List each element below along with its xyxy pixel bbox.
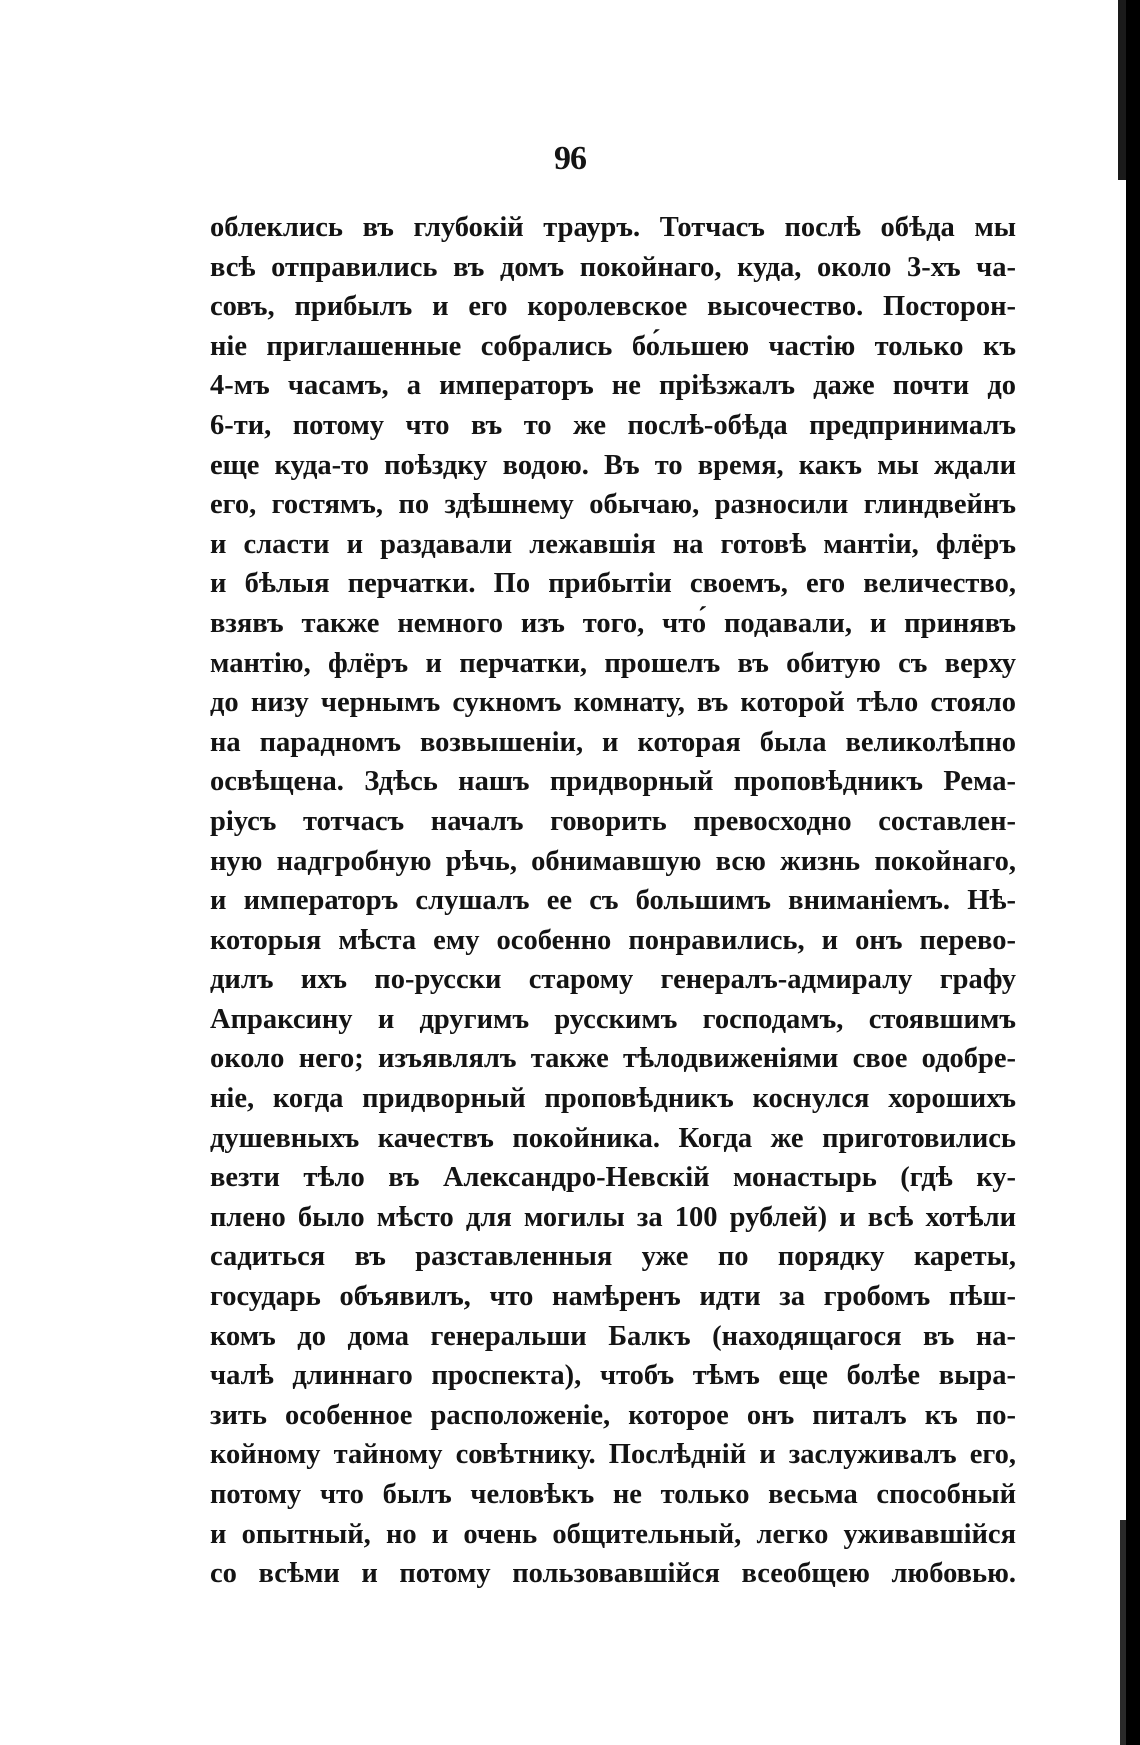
text-line: 6-ти, потому что въ то же послѣ-обѣда предпринималъ (210, 409, 1016, 441)
text-line: всѣ отправились въ домъ покойнаго, куда, около 3-хъ ча- (210, 251, 1016, 283)
text-line: и опытный, но и очень общительный, легко уживавшійся (210, 1518, 1016, 1550)
body-text (210, 208, 1016, 1594)
text-line: ную надгробную рѣчь, обнимавшую всю жизнь покойнаго, (210, 845, 1016, 877)
text-line: на парадномъ возвышеніи, и которая была великолѣпно (210, 726, 1016, 758)
text-line: потому что былъ человѣкъ не только весьма способный (210, 1479, 1016, 1510)
text-line: чалѣ длиннаго проспекта), чтобъ тѣмъ еще болѣе выра- (210, 1360, 1016, 1392)
text-line: и императоръ слушалъ ее съ большимъ вниманіемъ. Нѣ- (210, 885, 1016, 917)
text-line: дилъ ихъ по-русски старому генералъ-адмиралу графу (210, 964, 1016, 996)
page-number: 96 (554, 140, 586, 177)
text-line: освѣщена. Здѣсь нашъ придворный проповѣдникъ Рема- (210, 766, 1016, 798)
text-line: до низу чернымъ сукномъ комнату, въ которой тѣло стояло (210, 687, 1016, 719)
text-line: ріусъ тотчасъ началъ говорить превосходно составлен- (210, 805, 1016, 837)
text-line: взявъ также немного изъ того, что́ подавали, и принявъ (210, 607, 1016, 639)
text-line: плено было мѣсто для могилы за 100 рублей) и всѣ хотѣли (210, 1201, 1016, 1233)
text-line: и бѣлыя перчатки. По прибытіи своемъ, его величество, (210, 568, 1016, 600)
text-line: душевныхъ качествъ покойника. Когда же приготовились (210, 1122, 1016, 1154)
text-line: зить особенное расположеніе, которое онъ питалъ къ по- (210, 1399, 1016, 1431)
text-line: государь объявилъ, что намѣренъ идти за гробомъ пѣш- (210, 1281, 1016, 1313)
text-line: Апраксину и другимъ русскимъ господамъ, стоявшимъ (210, 1003, 1016, 1035)
text-line: совъ, прибылъ и его королевское высочество. Посторон- (210, 291, 1016, 323)
text-line: облеклись въ глубокій трауръ. Тотчасъ послѣ обѣда мы (210, 212, 1016, 243)
text-line: койному тайному совѣтнику. Послѣдній и заслуживалъ его, (210, 1439, 1016, 1471)
text-line: около него; изъявлялъ также тѣлодвиженіями свое одобре- (210, 1043, 1016, 1075)
text-line: ніе приглашенные собрались бо́льшею частію только къ (210, 330, 1016, 362)
scan-edge-shadow-top (1118, 0, 1126, 180)
text-line: мантію, флёръ и перчатки, прошелъ въ обитую съ верху (210, 647, 1016, 679)
text-line: садиться въ разставленныя уже по порядку кареты, (210, 1241, 1016, 1273)
text-line: еще куда-то поѣздку водою. Въ то время, какъ мы ждали (210, 449, 1016, 481)
text-line: 4-мъ часамъ, а императоръ не пріѣзжалъ даже почти до (210, 370, 1016, 402)
text-line: которыя мѣста ему особенно понравились, и онъ перево- (210, 924, 1016, 956)
text-line-last: со всѣми и потому пользовавшійся всеобщею любовью. (210, 1558, 1016, 1590)
text-line: ніе, когда придворный проповѣдникъ коснулся хорошихъ (210, 1083, 1016, 1115)
text-line: комъ до дома генеральши Балкъ (находящагося въ на- (210, 1320, 1016, 1352)
scan-edge-binding (1126, 0, 1140, 1745)
text-line: его, гостямъ, по здѣшнему обычаю, разносили глиндвейнъ (210, 489, 1016, 521)
text-line: и сласти и раздавали лежавшія на готовѣ мантіи, флёръ (210, 528, 1016, 560)
text-line: везти тѣло въ Александро-Невскій монастырь (гдѣ ку- (210, 1162, 1016, 1194)
